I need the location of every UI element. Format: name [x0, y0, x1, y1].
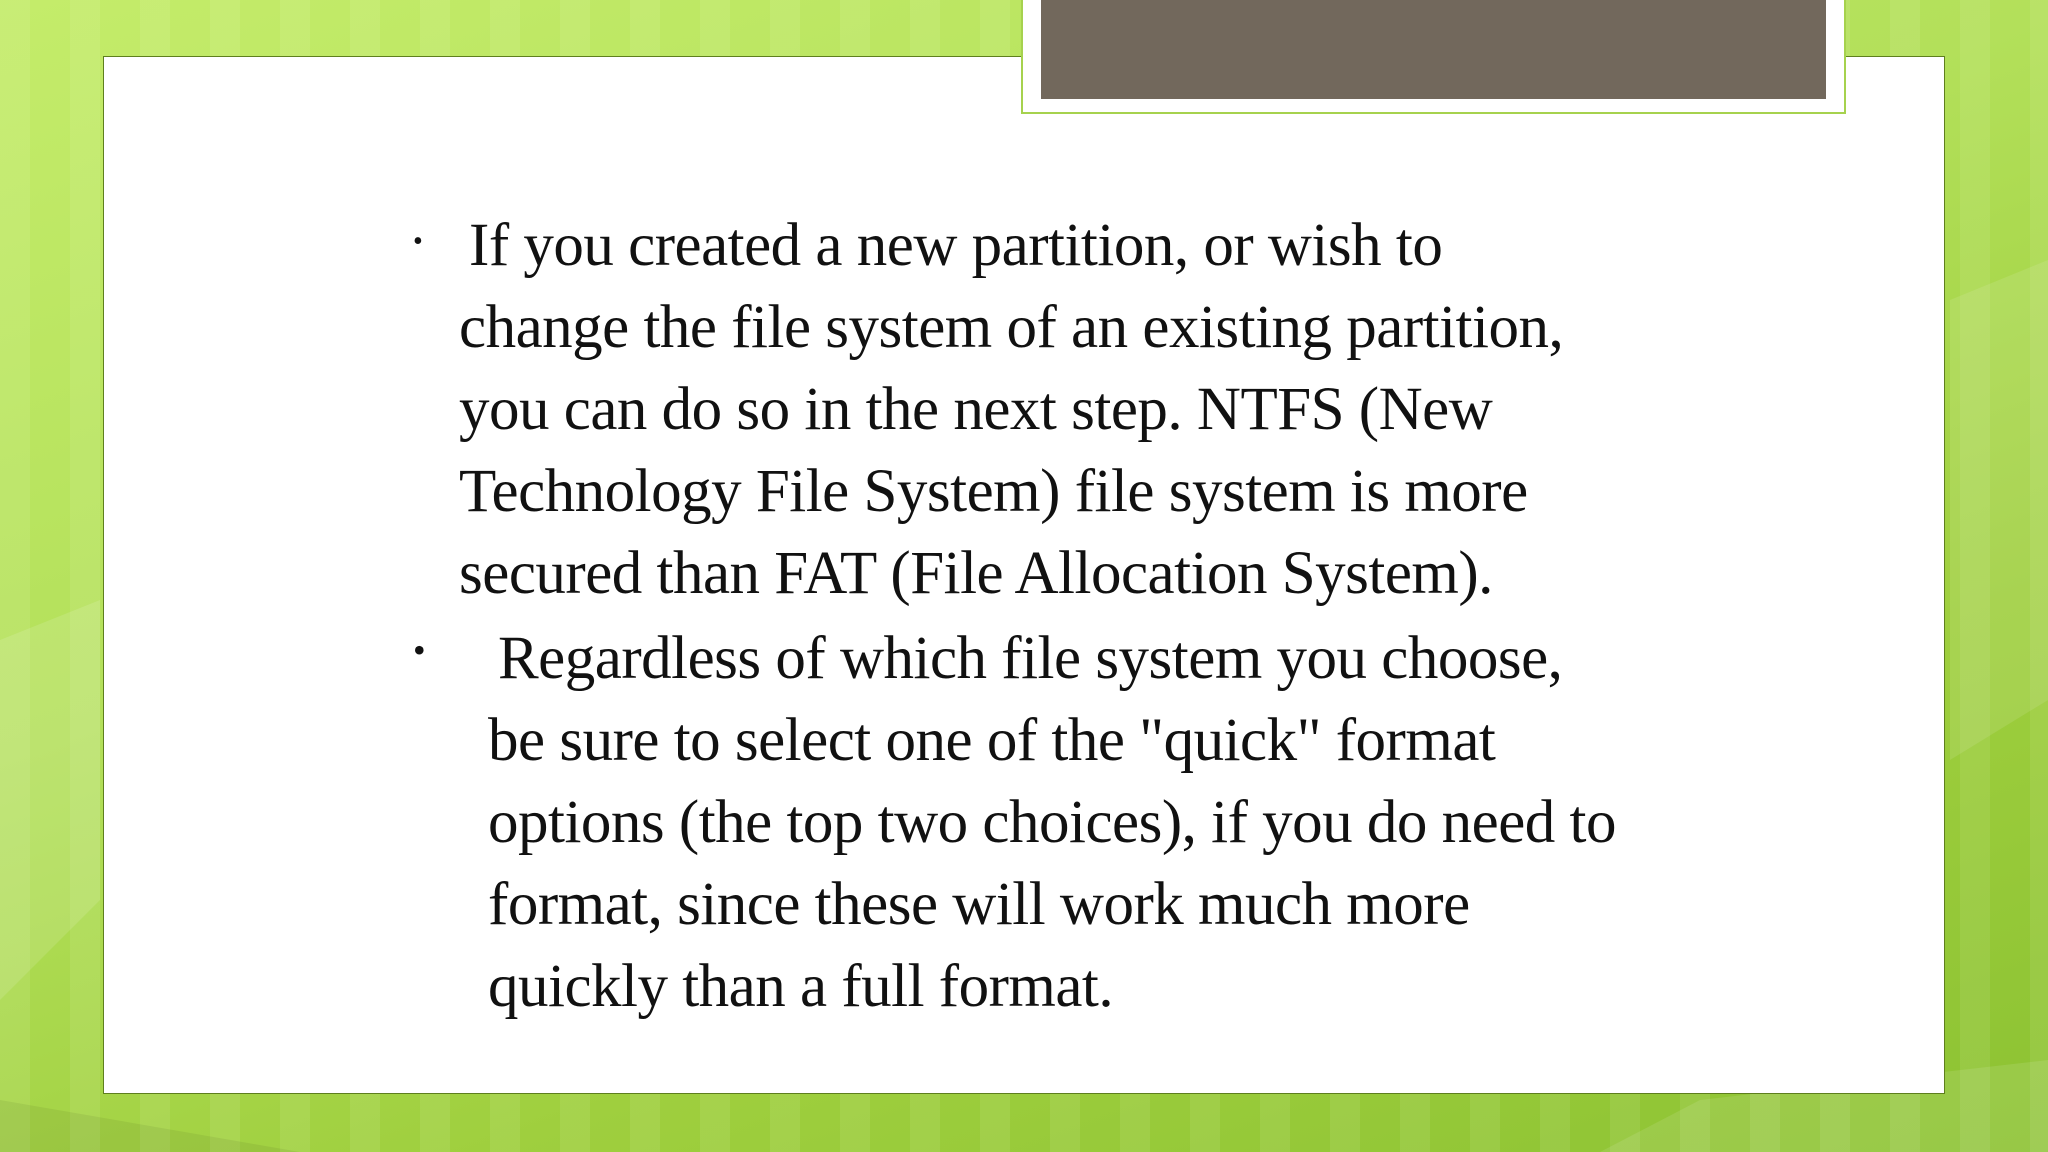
- bullet-text-1: If you created a new partition, or wish to change the file system of an existing partition, you can do so in the next step. NTFS (New Technology File System) file system is more secured than FAT (File Allocation System).: [459, 212, 1564, 607]
- bullet-marker: •: [413, 226, 423, 257]
- bullet-marker: •: [413, 630, 426, 670]
- bullet-text-2: Regardless of which file system you choose, be sure to select one of the "quick" format options (the top two choices), if you do need to format, since these will work much more quickly than a full format.: [488, 625, 1617, 1020]
